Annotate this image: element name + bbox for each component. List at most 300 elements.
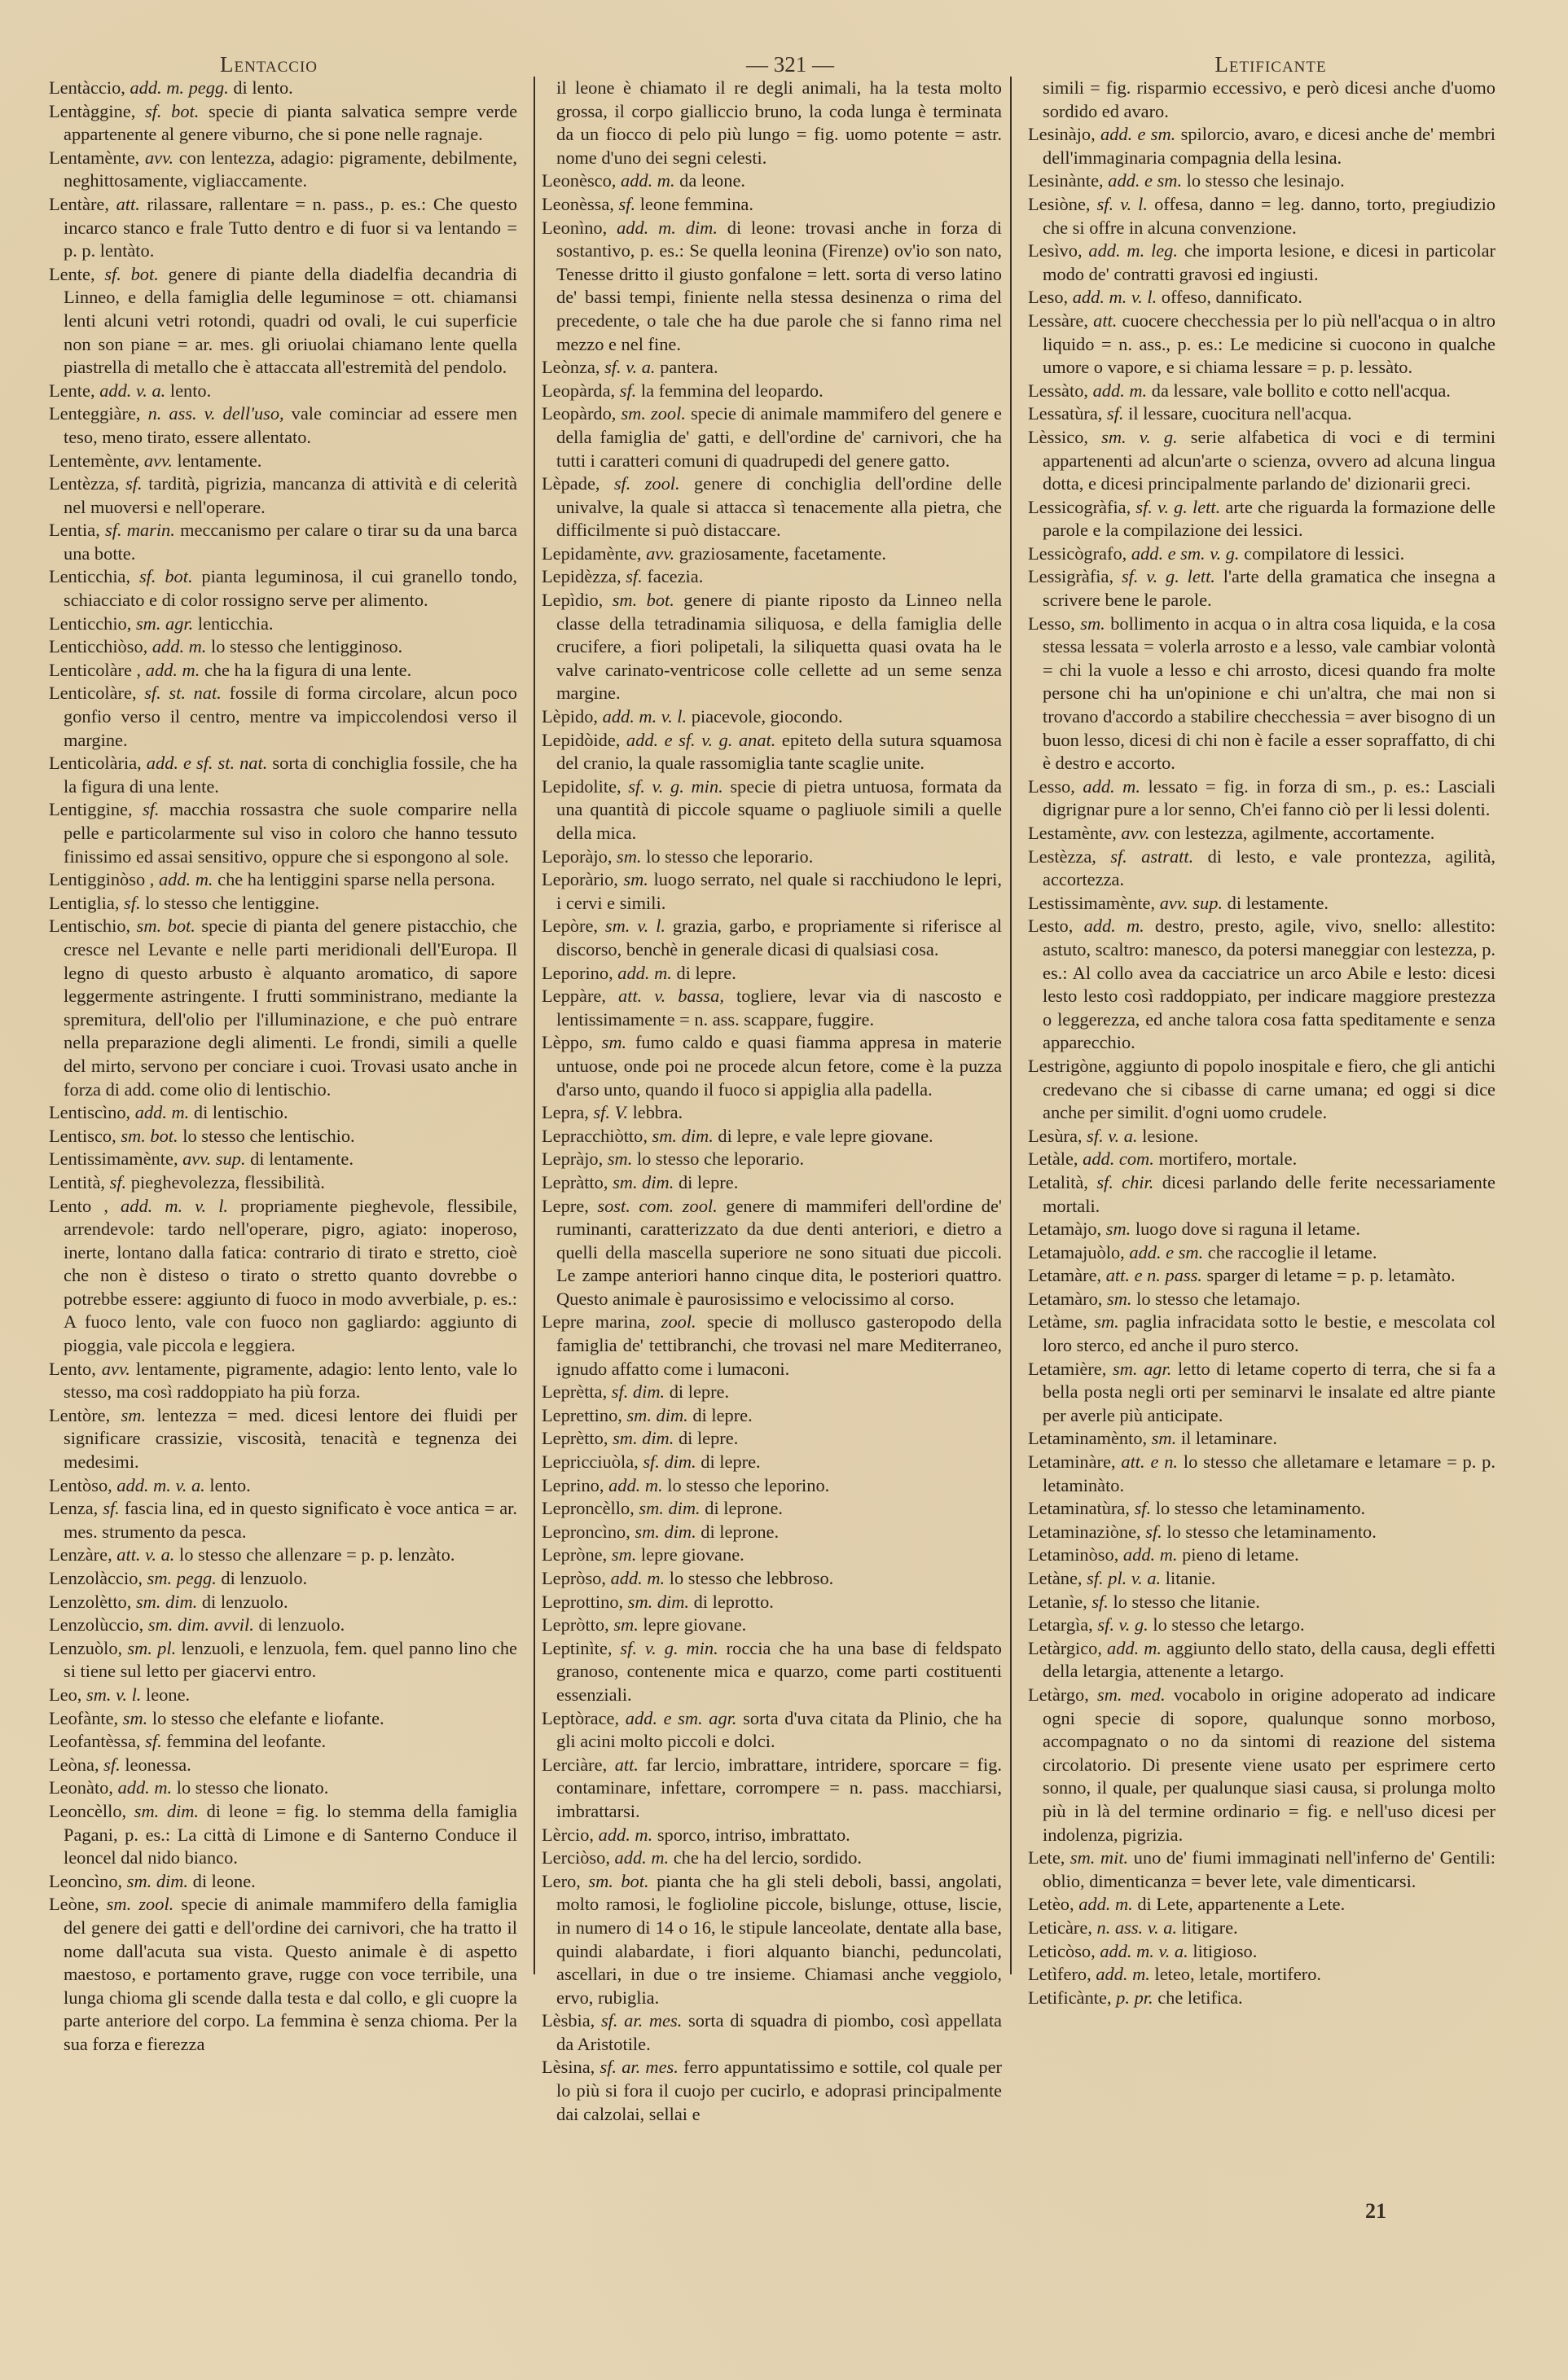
- definition: di leone = fig. lo stemma della famiglia Pagani, p. es.: La città di Limone e di Santerno Conduce il leoncel dal nido bianco.: [64, 1800, 517, 1868]
- grammar-label: avv. sup.: [182, 1148, 246, 1170]
- dictionary-entry: [542, 380, 1002, 403]
- headword: Lenzolàccio,: [49, 1568, 143, 1588]
- grammar-label: add. m. v. a.: [1100, 1940, 1188, 1961]
- grammar-label: att. v. a.: [116, 1544, 175, 1565]
- headword: Leonèsco,: [542, 170, 617, 191]
- definition: di lepre.: [676, 962, 736, 983]
- headword: Letamàro,: [1028, 1288, 1103, 1309]
- headword: Leprettino,: [542, 1404, 622, 1425]
- headword: Leptòrace,: [542, 1707, 620, 1728]
- definition: aggiunto di popolo inospitale e fiero, che gli antichi credevano che si cibasse di carne umana; ed oggi si dice anche per similit. d'ogni uomo crudele.: [1043, 1055, 1496, 1123]
- definition: lepre giovane.: [643, 1614, 747, 1636]
- dictionary-entry: [49, 1893, 517, 2056]
- grammar-label: add. m.: [1092, 380, 1148, 401]
- definition: di leone: trovasi anche in forza di sostantivo, p. es.: Se quella leonina (Firenze) ov'io son nato, Tenesse dritto il giusto gonfalone = lett. sorta di verso latino de' bassi tempi, finiente nella stessa desinenza o rima del precedente, o tale che ha due parole che si fanno rima nel mezzo e nel fine.: [556, 217, 1002, 354]
- headword: Lesto,: [1028, 916, 1074, 937]
- grammar-label: sm. v. l.: [86, 1684, 142, 1705]
- dictionary-entry: [49, 1870, 517, 1894]
- grammar-label: sf.: [142, 799, 160, 820]
- dictionary-entry: [49, 193, 517, 263]
- dictionary-entry: [49, 1358, 517, 1404]
- grammar-label: sm. v. l.: [604, 916, 665, 937]
- definition: serie alfabetica di voci e di termini appartenenti ad alcun'arte o scienza, ovvero ad alcuna lingua dotta, e dicesi principalmente parlando de' dizionarii greci.: [1043, 426, 1496, 494]
- definition: fumo caldo e quasi fiamma appresa in materie untuose, onde poi ne procede alcun fetore, come è la puzza d'arso unto, quando il fuoco si appiglia alla padella.: [556, 1032, 1002, 1100]
- definition: di lepre.: [701, 1451, 761, 1473]
- definition: offesa, danno = leg. danno, torto, pregiudizio che si offre in alcuna convenzione.: [1043, 193, 1496, 238]
- headword: Lentischio,: [49, 916, 131, 937]
- dictionary-entry: [49, 915, 517, 1101]
- dictionary-entry: [542, 1148, 1002, 1171]
- grammar-label: sf. chir.: [1096, 1171, 1154, 1192]
- dictionary-entry: [542, 985, 1002, 1031]
- dictionary-entry: [542, 1707, 1002, 1754]
- dictionary-entry: [542, 1171, 1002, 1195]
- headword: Lessigràfia,: [1028, 566, 1114, 587]
- headword: Lessàre,: [1028, 310, 1088, 331]
- grammar-label: sf. v. g. min.: [620, 1637, 718, 1658]
- dictionary-entry: [542, 962, 1002, 986]
- definition: pantera.: [660, 357, 718, 378]
- headword: Leònza,: [542, 357, 600, 378]
- dictionary-entry: [1028, 1987, 1496, 2010]
- grammar-label: sm. dim.: [135, 1591, 198, 1612]
- headword: Lepidòide,: [542, 729, 621, 750]
- definition: lentamente, pigramente, adagio: lento lento, vale lo stesso, ma così raddoppiato ha più forza.: [64, 1358, 517, 1403]
- grammar-label: add. m. dim.: [617, 217, 718, 238]
- headword: Leprino,: [542, 1474, 604, 1495]
- grammar-label: sf.: [626, 566, 643, 587]
- headword: Leproncèllo,: [542, 1498, 635, 1519]
- dictionary-entry: [1028, 380, 1496, 403]
- definition: lo stesso che allenzare = p. p. lenzàto.: [179, 1544, 455, 1565]
- grammar-label: sf. marin.: [105, 520, 175, 541]
- grammar-label: sf. v. g.: [1097, 1614, 1149, 1636]
- headword: Letamière,: [1028, 1358, 1107, 1379]
- dictionary-entry: [542, 1591, 1002, 1614]
- grammar-label: add. v. a.: [99, 380, 166, 401]
- grammar-label: sf. v. a.: [1087, 1125, 1138, 1146]
- dictionary-entry: [1028, 426, 1496, 496]
- definition: specie di pianta salvatica sempre verde appartenente al genere viburno, che si pone nelle ragnaje.: [64, 100, 518, 145]
- grammar-label: sf. zool.: [613, 473, 680, 494]
- definition: la femmina del leopardo.: [640, 380, 824, 401]
- dictionary-entry: [1028, 892, 1496, 916]
- headword: Letàle,: [1028, 1148, 1078, 1170]
- headword: Lentigginòso ,: [49, 869, 155, 890]
- grammar-label: add. m.: [145, 659, 200, 680]
- definition: lebbra.: [632, 1102, 683, 1123]
- headword: Lenza,: [49, 1498, 99, 1519]
- dictionary-entry: [49, 1591, 517, 1614]
- grammar-label: sm.: [1094, 1311, 1119, 1333]
- grammar-label: add. e sm.: [1100, 124, 1176, 145]
- grammar-label: add. m.: [1122, 1544, 1178, 1565]
- headword: Lepidèzza,: [542, 566, 621, 587]
- dictionary-entry: [49, 565, 517, 612]
- grammar-label: sf. ar. mes.: [600, 2057, 679, 2078]
- headword: Leporàrio,: [542, 869, 618, 890]
- headword: Lestrigòne,: [1028, 1055, 1111, 1076]
- dictionary-entry: [1028, 822, 1496, 845]
- headword: Leopàrda,: [542, 380, 616, 401]
- dictionary-entry: [1028, 845, 1496, 892]
- definition: destro, presto, agile, vivo, snello: allestito: astuto, scaltro: manesco, da potersi maneggiar con lestezza, p. es.: Al collo avea da cacciatrice un arco Abile e lesto: dicesi lesto lesto così raddoppiato, per indicare maggiore prestezza o leggerezza, ed anche talora cosa fatta speditamente e senza apparecchio.: [1043, 916, 1496, 1053]
- grammar-label: sf. dim.: [611, 1381, 665, 1403]
- dictionary-entry: [542, 1521, 1002, 1544]
- definition: lo stesso che lentischio.: [182, 1125, 355, 1146]
- definition: lo stesso che letamajo.: [1136, 1288, 1301, 1309]
- definition: roccia che ha una base di feldspato granoso, contenente mica e quarzo, come parti costituenti essenziali.: [556, 1637, 1002, 1705]
- headword: Lente,: [49, 263, 95, 284]
- grammar-label: avv. sup.: [1159, 892, 1223, 913]
- grammar-label: sm.: [1080, 613, 1105, 634]
- dictionary-entry: [1028, 1940, 1496, 1964]
- definition: con lentezza, adagio: pigramente, debilmente, neghittosamente, vigliaccamente.: [64, 147, 518, 191]
- grammar-label: sm. pl.: [127, 1637, 177, 1658]
- dictionary-entry: [49, 100, 517, 147]
- grammar-label: sm. bot.: [588, 1870, 649, 1891]
- definition: con lestezza, agilmente, accortamente.: [1154, 823, 1435, 843]
- grammar-label: add. m.: [1083, 775, 1140, 797]
- headword: Lesso,: [1028, 613, 1075, 634]
- grammar-label: add. e sf. v. g. anat.: [626, 729, 776, 750]
- definition: specie di animale mammifero della famiglia del genere dei gatti e dell'ordine dei carnivori, che ha tratto il nome dall'acuta sua vista. Questo animale è di aspetto maestoso, e portamento grave, rugge con voce terribile, una lunga chioma gli scende dalla testa e dal collo, e gli cuopre la parte anteriore del corpo. La femmina è senza chioma. Per la sua forza e fierezza: [64, 1894, 517, 2054]
- page-number: — 321 —: [746, 52, 834, 77]
- headword: Lepricciuòla,: [542, 1451, 639, 1473]
- dictionary-entry: [542, 1381, 1002, 1404]
- grammar-label: sm. mit.: [1069, 1847, 1129, 1868]
- dictionary-entry: [49, 1800, 517, 1870]
- dictionary-entry: [542, 565, 1002, 589]
- definition: di Lete, appartenente a Lete.: [1137, 1894, 1346, 1915]
- dictionary-entry: [542, 1543, 1002, 1567]
- headword: Letàrgico,: [1028, 1637, 1102, 1658]
- definition: di lepre.: [678, 1171, 739, 1192]
- definition: spilorcio, avaro, e dicesi anche de' membri dell'immaginaria compagnia della lesina.: [1043, 124, 1496, 168]
- dictionary-entry: [542, 1311, 1002, 1381]
- grammar-label: att.: [614, 1754, 639, 1775]
- dictionary-entry: [542, 1031, 1002, 1101]
- definition: pieno di letame.: [1182, 1544, 1299, 1565]
- running-head-left: Lentaccio: [219, 52, 318, 77]
- headword: Lessàto,: [1028, 380, 1088, 401]
- headword: Leofànte,: [49, 1707, 119, 1728]
- dictionary-entry: [1028, 77, 1496, 123]
- definition: lento.: [169, 380, 212, 401]
- grammar-label: sm.: [121, 1404, 147, 1425]
- grammar-label: add. m. leg.: [1088, 240, 1178, 261]
- dictionary-entry: [542, 1846, 1002, 1870]
- headword: Letaminamènto,: [1028, 1428, 1148, 1449]
- signature-number: 21: [1365, 2199, 1386, 2223]
- column-middle: [534, 77, 1012, 2124]
- definition: lo stesso che leporario.: [636, 1148, 805, 1170]
- headword: Lero,: [542, 1870, 581, 1891]
- dictionary-entry: [542, 705, 1002, 729]
- definition: lentamente.: [177, 450, 262, 471]
- headword: Lenzolùccio,: [49, 1614, 144, 1636]
- dictionary-entry: [49, 1125, 517, 1148]
- definition: di lepre.: [678, 1428, 739, 1449]
- grammar-label: sm. zool.: [621, 403, 686, 424]
- dictionary-entry: [49, 752, 517, 798]
- grammar-label: sm. dim.: [652, 1125, 714, 1146]
- grammar-label: add. m.: [152, 636, 207, 657]
- dictionary-entry: [542, 1101, 1002, 1125]
- grammar-label: add. m.: [598, 1824, 653, 1845]
- dictionary-entry: [49, 402, 517, 449]
- grammar-label: sm. dim. avvil.: [147, 1614, 254, 1636]
- definition: luogo serrato, nel quale si racchiudono le lepri, i cervi e simili.: [556, 869, 1002, 913]
- headword: Letèo,: [1028, 1894, 1074, 1915]
- definition: fascia lina, ed in questo significato è voce antica = ar. mes. strumento da pesca.: [64, 1498, 517, 1542]
- headword: Lepre,: [542, 1195, 589, 1216]
- definition: compilatore di lessici.: [1244, 542, 1405, 564]
- dictionary-entry: [1028, 1241, 1496, 1265]
- definition: vale cominciar ad essere men teso, meno tirato, essere allentato.: [64, 403, 517, 447]
- definition: di lenzuolo.: [258, 1614, 345, 1636]
- grammar-label: sm.: [601, 1032, 627, 1053]
- grammar-label: sf.: [145, 1731, 162, 1752]
- grammar-label: sf.: [618, 193, 636, 214]
- definition: pianta che ha gli steli deboli, bassi, angolati, molto ramosi, le foglioline piccole, bislunge, ottuse, liscie, in numero di 14 o 16, le stipule lanceolate, dentate alla base, quindi alabardate, i fiori alquanto bianchi, peduncolati, ascellari, in due o tre insieme. Chiamasi anche veggiolo, ervo, rubiglia.: [556, 1870, 1002, 2008]
- dictionary-entry: [49, 519, 517, 565]
- headword: Lenteggiàre,: [49, 403, 141, 424]
- grammar-label: sm. agr.: [1112, 1358, 1172, 1379]
- dictionary-entry: [49, 1497, 517, 1543]
- grammar-label: add. m. v. a.: [116, 1474, 205, 1495]
- dictionary-entry: [1028, 1125, 1496, 1148]
- headword: Lepre marina,: [542, 1311, 651, 1333]
- grammar-label: sm.: [1105, 1219, 1131, 1240]
- grammar-label: att. v. bassa,: [618, 986, 724, 1007]
- headword: Lepra,: [542, 1102, 589, 1123]
- headword: Lenzuòlo,: [49, 1637, 123, 1658]
- definition: di lesto, e vale prontezza, agilità, accortezza.: [1043, 845, 1496, 890]
- dictionary-entry: [1028, 1637, 1496, 1684]
- definition: che letifica.: [1157, 1987, 1243, 2008]
- grammar-label: add. m. v. l.: [602, 706, 687, 727]
- dictionary-entry: [1028, 286, 1496, 310]
- grammar-label: add. m.: [1083, 916, 1144, 937]
- grammar-label: sf.: [125, 473, 143, 494]
- dictionary-entry: [49, 1730, 517, 1754]
- definition: graziosamente, facetamente.: [679, 542, 886, 564]
- headword: Lenticolàre ,: [49, 659, 142, 680]
- headword: Lestamènte,: [1028, 823, 1117, 843]
- grammar-label: add. e sm. agr.: [625, 1707, 737, 1728]
- grammar-label: sm. dim.: [126, 1870, 189, 1891]
- definition: di lento.: [233, 77, 293, 98]
- dictionary-entry: [542, 1474, 1002, 1498]
- dictionary-entry: [1028, 402, 1496, 426]
- headword: Letamàjo,: [1028, 1219, 1102, 1240]
- dictionary-entry: [1028, 1893, 1496, 1917]
- headword: Leproncìno,: [542, 1521, 630, 1542]
- headword: Lepòre,: [542, 916, 598, 937]
- grammar-label: add. m.: [1107, 1637, 1162, 1658]
- headword: Lentòso,: [49, 1474, 112, 1495]
- definition: piacevole, giocondo.: [691, 706, 843, 727]
- grammar-label: sf.: [1091, 1591, 1109, 1612]
- dictionary-entry: [1028, 565, 1496, 612]
- grammar-label: sf.: [1134, 1498, 1152, 1519]
- headword: Lesùra,: [1028, 1125, 1083, 1146]
- grammar-label: p. pr.: [1116, 1987, 1153, 2008]
- headword: Lepràtto,: [542, 1171, 608, 1192]
- dictionary-entry: [1028, 613, 1496, 775]
- headword: Lentisco,: [49, 1125, 116, 1146]
- dictionary-entry: [542, 2009, 1002, 2056]
- dictionary-entry: [49, 472, 517, 519]
- definition: che ha lentiggini sparse nella persona.: [217, 869, 495, 890]
- definition: di lenzuolo.: [221, 1568, 308, 1588]
- headword: Leprètto,: [542, 1428, 608, 1449]
- definition: specie di mollusco gasteropodo della famiglia de' tettibranchi, che trovasi nel mare Mediterraneo, ignudo affatto come i lumaconi.: [556, 1311, 1002, 1379]
- definition: da leone.: [679, 170, 745, 191]
- grammar-label: sf. v. g. lett.: [1121, 566, 1215, 587]
- grammar-label: add. m.: [617, 962, 672, 983]
- grammar-label: zool.: [661, 1311, 696, 1333]
- definition: lo stesso che letaminamento.: [1155, 1498, 1366, 1519]
- dictionary-entry: [49, 147, 517, 193]
- grammar-label: sm. bot.: [136, 916, 195, 937]
- dictionary-entry: [542, 775, 1002, 845]
- dictionary-entry: [542, 729, 1002, 775]
- grammar-label: sm.: [607, 1148, 633, 1170]
- dictionary-entry: [49, 1101, 517, 1125]
- definition: specie di animale mammifero del genere e della famiglia de' gatti, e dell'ordine de' carnivori, che ha tutti i caratteri comuni di quadrupedi del genere gatto.: [556, 403, 1002, 471]
- dictionary-entry: [542, 77, 1002, 169]
- column-right: [1028, 77, 1496, 2009]
- definition: lepre giovane.: [640, 1544, 744, 1565]
- dictionary-entry: [49, 868, 517, 892]
- definition: lo stesso che elefante e liofante.: [152, 1707, 384, 1728]
- headword: Leporino,: [542, 962, 613, 983]
- dictionary-entry: [49, 613, 517, 636]
- grammar-label: add. e sm. v. g.: [1131, 542, 1240, 564]
- grammar-label: sf. V.: [593, 1102, 628, 1123]
- definition: bollimento in acqua o in altra cosa liquida, e la cosa stessa lessata = volerla arrosto e a lesso, vale cambiar volontà = chi la vuole a lesso e chi arrosto, dicesi quando fra molte persone chi ha un'opinione e chi un'altra, che mai non si trovano d'accordo a stabilire checchessia = aver bisogno di un buon lesso, dicesi di chi non è facile a esser sopraffatto, di chi è destro e accorto.: [1043, 613, 1496, 774]
- grammar-label: sm.: [623, 869, 648, 890]
- definition: di lepre.: [669, 1381, 730, 1403]
- definition: genere di piante riposto da Linneo nella classe della tetradinamia siliquosa, e della famiglia delle crucifere, a fiori polipetali, la siliquetta quasi ovata ha le valve carinato-ventricose colle cellette ad un seme senza margine.: [556, 590, 1002, 704]
- grammar-label: add. e sm.: [1129, 1241, 1204, 1262]
- grammar-label: sm.: [1107, 1288, 1132, 1309]
- grammar-label: add. m.: [621, 170, 675, 191]
- dictionary-entry: [542, 1637, 1002, 1707]
- headword: Lete,: [1028, 1847, 1065, 1868]
- dictionary-entry: [1028, 1567, 1496, 1591]
- grammar-label: avv.: [144, 147, 173, 168]
- grammar-label: add. m.: [610, 1568, 665, 1588]
- dictionary-entry: [1028, 1288, 1496, 1311]
- headword: Leòne,: [49, 1894, 99, 1915]
- grammar-label: sost. com. zool.: [597, 1195, 718, 1216]
- grammar-label: add. m. v. l.: [121, 1195, 229, 1216]
- definition: uno de' fiumi immaginati nell'inferno de' Gentili: oblio, dimenticanza = bever lete, vale dimenticarsi.: [1043, 1847, 1496, 1891]
- dictionary-entry: [1028, 1148, 1496, 1171]
- definition: di lentamente.: [250, 1148, 354, 1170]
- definition: specie di pianta del genere pistacchio, che cresce nel Levante e nelle parti meridionali dell'Europa. Il legno di questo arbusto è alquanto aromatico, di sapore leggermente astringente. I frutti somministrano, mediante la spremitura, dell'olio per l'illuminazione, e che può entrare nella preparazione degli alimenti. Le frondi, simili a quelle del mirto, servono per conciare i cuoi. Trovasi usato anche in forza di add. come olio di lentischio.: [64, 916, 517, 1100]
- definition: dicesi parlando delle ferite necessariamente mortali.: [1043, 1171, 1496, 1216]
- headword: Lenzàre,: [49, 1544, 112, 1565]
- headword: Lenticchia,: [49, 566, 131, 587]
- headword: Lessatùra,: [1028, 403, 1103, 424]
- dictionary-entry: [49, 659, 517, 683]
- dictionary-entry: [1028, 1917, 1496, 1940]
- definition: lento.: [209, 1474, 251, 1495]
- grammar-label: sm.: [617, 845, 642, 867]
- dictionary-entry: [49, 1404, 517, 1474]
- dictionary-entry: [49, 635, 517, 659]
- dictionary-entry: [49, 1171, 517, 1195]
- headword: Lentità,: [49, 1171, 106, 1192]
- grammar-label: sf. ar. mes.: [600, 2010, 683, 2031]
- dictionary-entry: [1028, 1427, 1496, 1451]
- dictionary-entry: [542, 1824, 1002, 1847]
- definition: arte che riguarda la formazione delle parole e la compilazione dei lessici.: [1043, 496, 1496, 541]
- headword: Lentiscìno,: [49, 1102, 131, 1123]
- definition: il letaminare.: [1180, 1428, 1277, 1449]
- definition: ferro appuntatissimo e sottile, col quale per lo più si fora il cuojo per cucirlo, e adoprasi principalmente dai calzolai, sellai e: [556, 2057, 1002, 2124]
- dictionary-entry: [1028, 1846, 1496, 1893]
- definition: che ha la figura di una lente.: [204, 659, 412, 680]
- definition: litigare.: [1181, 1917, 1238, 1938]
- grammar-label: sf. dim.: [643, 1451, 696, 1473]
- headword: Lèssico,: [1028, 426, 1088, 447]
- dictionary-entry: [49, 263, 517, 380]
- headword: Lenzolètto,: [49, 1591, 132, 1612]
- headword: Leopàrdo,: [542, 403, 617, 424]
- headword: Lentemènte,: [49, 450, 140, 471]
- headword: Lepròne,: [542, 1544, 608, 1565]
- dictionary-entry: [542, 1754, 1002, 1824]
- definition: lo stesso che alletamare e letamare = p. p. letaminàto.: [1043, 1451, 1496, 1495]
- grammar-label: sm. zool.: [106, 1894, 174, 1915]
- dictionary-entry: [49, 1776, 517, 1800]
- definition: sparger di letame = p. p. letamàto.: [1206, 1265, 1456, 1286]
- definition: di lepre.: [692, 1404, 753, 1425]
- grammar-label: sf. pl. v. a.: [1087, 1568, 1162, 1588]
- headword: Lentàggine,: [49, 100, 136, 121]
- definition: pianta leguminosa, il cui granello tondo, schiacciato e di color rossigno serve per alimento.: [64, 566, 517, 611]
- definition: lo stesso che leporino.: [667, 1474, 830, 1495]
- grammar-label: att. e n.: [1121, 1451, 1179, 1473]
- dictionary-entry: [1028, 1684, 1496, 1846]
- headword: Lessicogràfia,: [1028, 496, 1131, 517]
- grammar-label: sm. bot.: [612, 590, 674, 611]
- dictionary-entry: [1028, 1614, 1496, 1637]
- dictionary-entry: [1028, 496, 1496, 542]
- dictionary-entry: [1028, 123, 1496, 169]
- headword: Lesinànte,: [1028, 170, 1104, 191]
- dictionary-entry: [1028, 542, 1496, 566]
- definition: vocabolo in origine adoperato ad indicare ogni specie di sopore, qualunque sonno morboso, accompagnato o no da sintomi di reazione del sistema circolatorio. Di presente viene usato per esprimere certo sonno, il quale, per qualunque siasi causa, si prolunga molto più in là del termine ordinario = fig. e nell'uso dicesi per indolenza, pigrizia.: [1043, 1684, 1496, 1845]
- definition: facezia.: [647, 566, 704, 587]
- definition: di lentischio.: [193, 1102, 288, 1123]
- dictionary-entry: [49, 892, 517, 916]
- definition: sorta di conchiglia fossile, che ha la figura di una lente.: [64, 753, 517, 797]
- headword: Leo,: [49, 1684, 82, 1705]
- definition: litigioso.: [1192, 1940, 1258, 1961]
- grammar-label: sm. dim.: [635, 1521, 696, 1542]
- dictionary-entry: [1028, 1218, 1496, 1241]
- grammar-label: sf.: [124, 892, 141, 913]
- headword: Leonàto,: [49, 1777, 113, 1798]
- headword: Letamàre,: [1028, 1265, 1102, 1286]
- grammar-label: add. m.: [1078, 1894, 1133, 1915]
